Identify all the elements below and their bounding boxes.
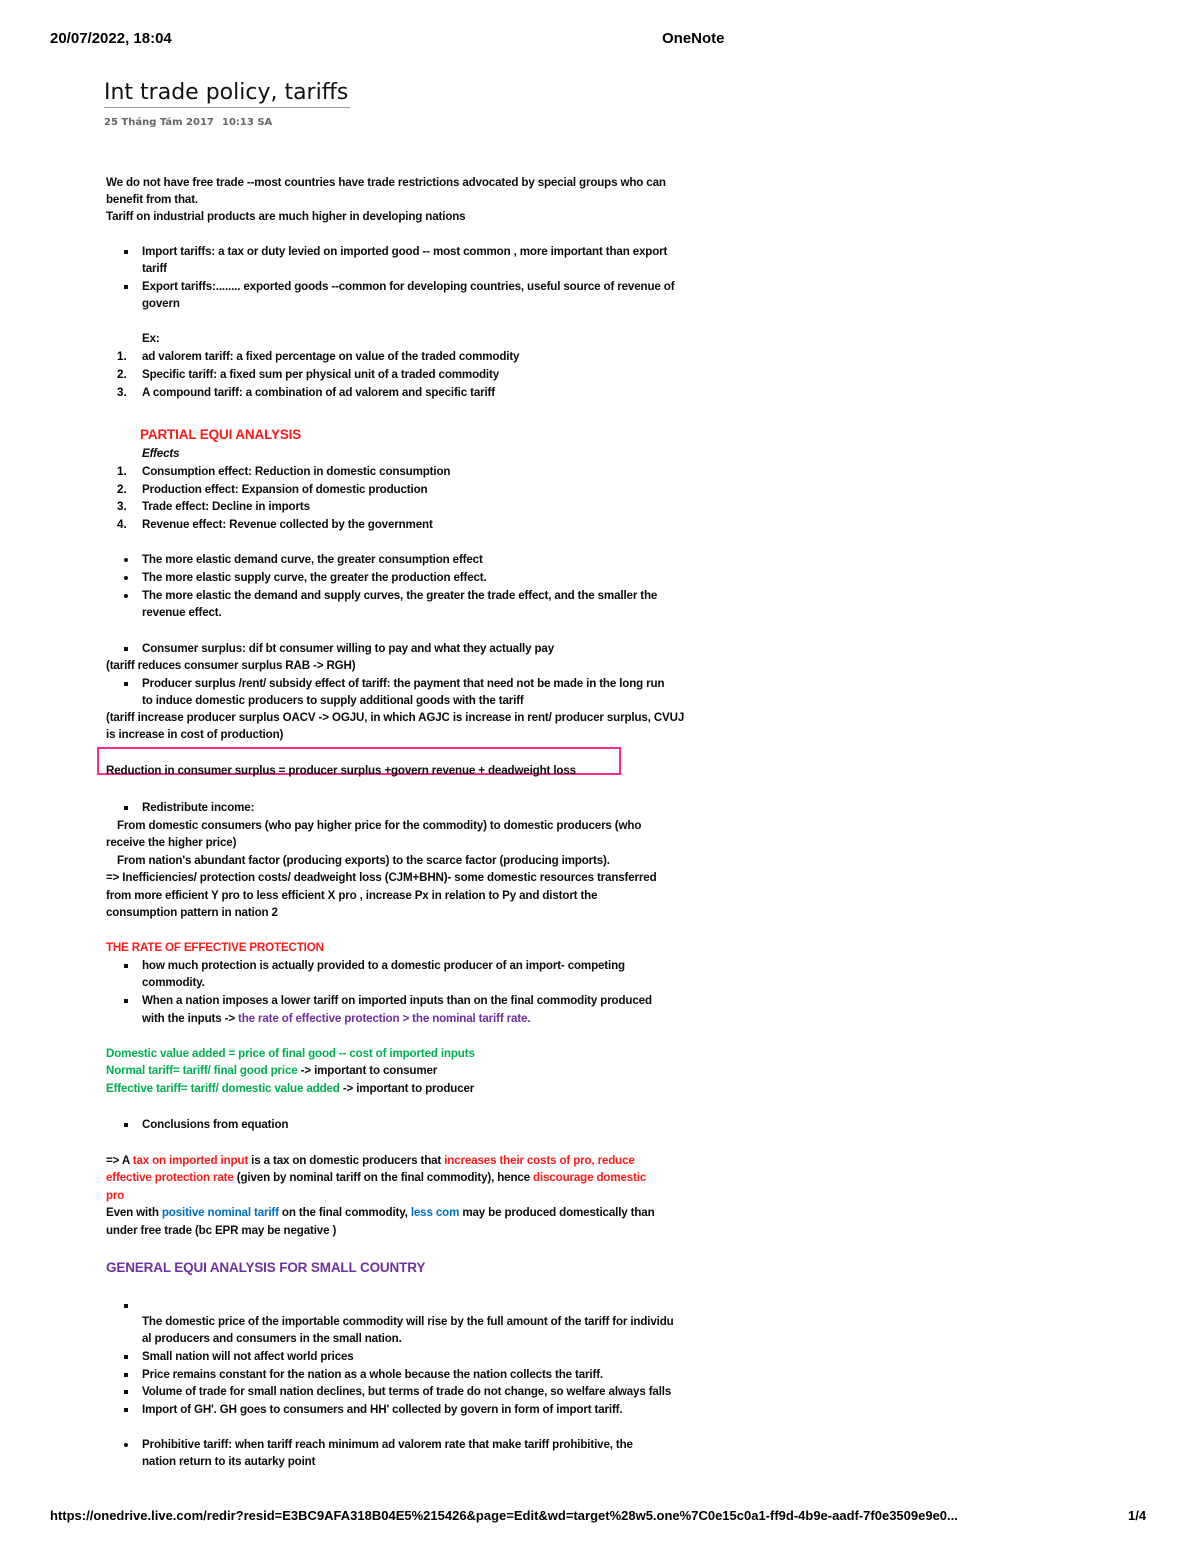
bullet-icon [124, 964, 128, 968]
bullet-icon [124, 647, 128, 651]
list-number: 1. [117, 350, 127, 363]
list-item: Trade effect: Decline in imports [142, 500, 310, 513]
list-item: Consumer surplus: dif bt consumer willing to pay and what they actually pay [142, 642, 554, 655]
bullet-icon [124, 576, 128, 580]
body-line: from more efficient Y pro to less efficient X pro , increase Px in relation to Py and distort the [106, 889, 598, 902]
list-item: to induce domestic producers to supply additional goods with the tariff [142, 694, 524, 707]
page-title: Int trade policy, tariffs [104, 80, 349, 105]
list-item: al producers and consumers in the small nation. [142, 1332, 402, 1345]
intro-line: benefit from that. [106, 193, 198, 206]
bullet-icon [124, 1408, 128, 1412]
page-number: 1/4 [1128, 1508, 1147, 1523]
list-number: 3. [117, 386, 127, 399]
body-line: From domestic consumers (who pay higher price for the commodity) to domestic producers (who [117, 819, 642, 832]
list-item: Import tariffs: a tax or duty levied on imported good -- most common , more important than export [142, 245, 668, 258]
list-item: Small nation will not affect world prices [142, 1350, 354, 1363]
bullet-icon [124, 999, 128, 1003]
note-line: (tariff reduces consumer surplus RAB -> RGH) [106, 659, 356, 672]
body-line: pro [106, 1189, 125, 1202]
bullet-icon [124, 1123, 128, 1127]
bullet-icon [124, 806, 128, 810]
list-item: Export tariffs:........ exported goods --common for developing countries, useful source of revenue of [142, 280, 675, 293]
list-item: tariff [142, 262, 167, 275]
print-datetime: 20/07/2022, 18:04 [50, 30, 172, 47]
intro-line: Tariff on industrial products are much higher in developing nations [106, 210, 466, 223]
bullet-icon [124, 1443, 128, 1447]
list-item: ad valorem tariff: a fixed percentage on value of the traded commodity [142, 350, 520, 363]
list-item: Prohibitive tariff: when tariff reach minimum ad valorem rate that make tariff prohibitive, the [142, 1438, 633, 1451]
section-heading: GENERAL EQUI ANALYSIS FOR SMALL COUNTRY [106, 1260, 426, 1275]
body-line: consumption pattern in nation 2 [106, 906, 278, 919]
list-item: how much protection is actually provided to a domestic producer of an import- competing [142, 959, 625, 972]
bullet-icon [124, 1304, 128, 1308]
list-item: Specific tariff: a fixed sum per physical unit of a traded commodity [142, 368, 500, 381]
list-item: The more elastic the demand and supply curves, the greater the trade effect, and the smaller the [142, 589, 658, 602]
title-underline [104, 107, 350, 108]
intro-line: We do not have free trade --most countries have trade restrictions advocated by special groups who can [106, 176, 666, 189]
equation: Effective tariff= tariff/ domestic value added -> important to producer [106, 1082, 475, 1095]
bullet-icon [124, 1390, 128, 1394]
list-number: 1. [117, 465, 127, 478]
equation: Domestic value added = price of final good -- cost of imported inputs [106, 1047, 475, 1060]
list-item: Volume of trade for small nation declines, but terms of trade do not change, so welfare always falls [142, 1385, 672, 1398]
note-line: is increase in cost of production) [106, 728, 284, 741]
body-line: => Inefficiencies/ protection costs/ deadweight loss (CJM+BHN)- some domestic resources transferred [106, 871, 657, 884]
list-item: Price remains constant for the nation as a whole because the nation collects the tariff. [142, 1368, 603, 1381]
body-line: Even with positive nominal tariff on the final commodity, less com may be produced domestically than [106, 1206, 655, 1219]
list-item: A compound tariff: a combination of ad valorem and specific tariff [142, 386, 495, 399]
page-time: 10:13 SA [222, 117, 273, 128]
body-line: under free trade (bc EPR may be negative ) [106, 1224, 337, 1237]
list-item: revenue effect. [142, 606, 222, 619]
bullet-icon [124, 250, 128, 254]
body-line: effective protection rate (given by nominal tariff on the final commodity), hence discourage domestic [106, 1171, 647, 1184]
list-number: 2. [117, 483, 127, 496]
app-name: OneNote [662, 30, 725, 47]
effects-label: Effects [142, 447, 180, 460]
bullet-icon [124, 285, 128, 289]
equation: Normal tariff= tariff/ final good price -> important to consumer [106, 1064, 438, 1077]
list-item: with the inputs -> the rate of effective protection > the nominal tariff rate. [142, 1012, 531, 1025]
list-item: Import of GH'. GH goes to consumers and HH' collected by govern in form of import tariff. [142, 1403, 623, 1416]
bullet-icon [124, 558, 128, 562]
list-item: The domestic price of the importable commodity will rise by the full amount of the tariff for individu [142, 1315, 674, 1328]
list-item: Producer surplus /rent/ subsidy effect of tariff: the payment that need not be made in the long run [142, 677, 665, 690]
bullet-icon [124, 1373, 128, 1377]
ex-label: Ex: [142, 332, 160, 345]
list-item: The more elastic supply curve, the greater the production effect. [142, 571, 487, 584]
list-item: nation return to its autarky point [142, 1455, 316, 1468]
body-line: => A tax on imported input is a tax on domestic producers that increases their costs of pro, reduce [106, 1154, 635, 1167]
bullet-icon [124, 1355, 128, 1359]
bullet-icon [124, 682, 128, 686]
body-line: From nation's abundant factor (producing exports) to the scarce factor (producing imports). [117, 854, 610, 867]
section-heading: THE RATE OF EFFECTIVE PROTECTION [106, 941, 324, 954]
body-line: receive the higher price) [106, 836, 237, 849]
page-url[interactable]: https://onedrive.live.com/redir?resid=E3BC9AFA318B04E5%215426&page=Edit&wd=target%28w5.one%7C0e15c0a1-ff9d-4b9e-aadf-7f0e3509e9e0... [50, 1508, 958, 1523]
list-number: 3. [117, 500, 127, 513]
boxed-equation: Reduction in consumer surplus = producer surplus +govern revenue + deadweight loss [106, 764, 576, 777]
list-item: Revenue effect: Revenue collected by the government [142, 518, 433, 531]
section-heading: PARTIAL EQUI ANALYSIS [140, 427, 302, 442]
list-item: Conclusions from equation [142, 1118, 289, 1131]
page-date: 25 Tháng Tám 2017 [104, 117, 214, 128]
list-item: The more elastic demand curve, the greater consumption effect [142, 553, 483, 566]
list-number: 4. [117, 518, 127, 531]
list-item: Production effect: Expansion of domestic production [142, 483, 428, 496]
list-item: govern [142, 297, 180, 310]
list-item: When a nation imposes a lower tariff on imported inputs than on the final commodity produced [142, 994, 652, 1007]
note-line: (tariff increase producer surplus OACV -> OGJU, in which AGJC is increase in rent/ producer surplus, CVUJ [106, 711, 685, 724]
list-item: Redistribute income: [142, 801, 255, 814]
list-number: 2. [117, 368, 127, 381]
list-item: Consumption effect: Reduction in domestic consumption [142, 465, 451, 478]
list-item: commodity. [142, 976, 205, 989]
bullet-icon [124, 594, 128, 598]
